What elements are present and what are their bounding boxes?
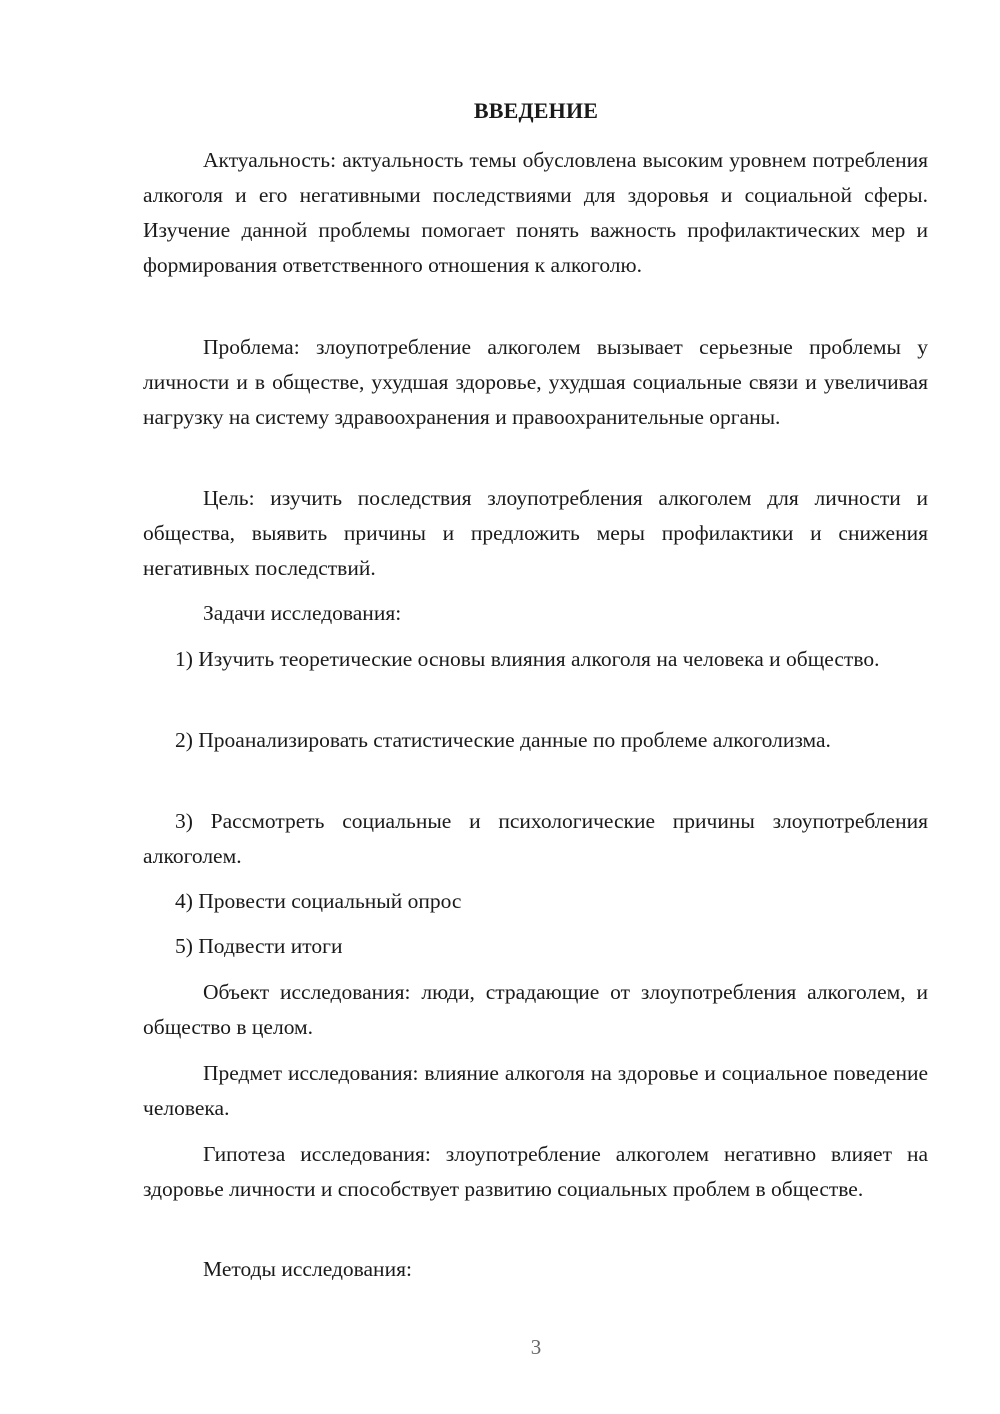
list-item-task-4: 4) Провести социальный опрос (175, 889, 462, 913)
paragraph-relevance: Актуальность: актуальность темы обусловлена высоким уровнем потребления алкоголя и его негативными последствиями для здоровья и социальной сферы. Изучение данной проблемы помогает понять важность профилактических мер и формирования ответственного отношения к алкоголю. (143, 148, 928, 277)
paragraph-subject: Предмет исследования: влияние алкоголя на здоровье и социальное поведение человека. (143, 1061, 928, 1120)
list-item-task-1: 1) Изучить теоретические основы влияния алкоголя на человека и общество. (175, 647, 880, 671)
paragraph-methods-heading: Методы исследования: (203, 1257, 412, 1281)
page-title: ВВЕДЕНИЕ (473, 98, 599, 123)
paragraph-hypothesis: Гипотеза исследования: злоупотребление алкоголем негативно влияет на здоровье личности и способствует развитию социальных проблем в обществе. (143, 1142, 928, 1201)
paragraph-problem: Проблема: злоупотребление алкоголем вызывает серьезные проблемы у личности и в обществе, ухудшая здоровье, ухудшая социальные связи и увеличивая нагрузку на систему здравоохранения и правоохранительные органы. (143, 335, 928, 429)
page-number: 3 (530, 1335, 542, 1359)
paragraph-goal: Цель: изучить последствия злоупотребления алкоголем для личности и общества, выявить причины и предложить меры профилактики и снижения негативных последствий. (143, 486, 928, 580)
list-item-task-3: 3) Рассмотреть социальные и психологические причины злоупотребления алкоголем. (143, 809, 928, 868)
paragraph-object: Объект исследования: люди, страдающие от злоупотребления алкоголем, и общество в целом. (143, 980, 928, 1039)
list-item-task-2: 2) Проанализировать статистические данные по проблеме алкоголизма. (175, 728, 831, 752)
paragraph-tasks-heading: Задачи исследования: (203, 601, 402, 625)
list-item-task-5: 5) Подвести итоги (175, 934, 343, 958)
